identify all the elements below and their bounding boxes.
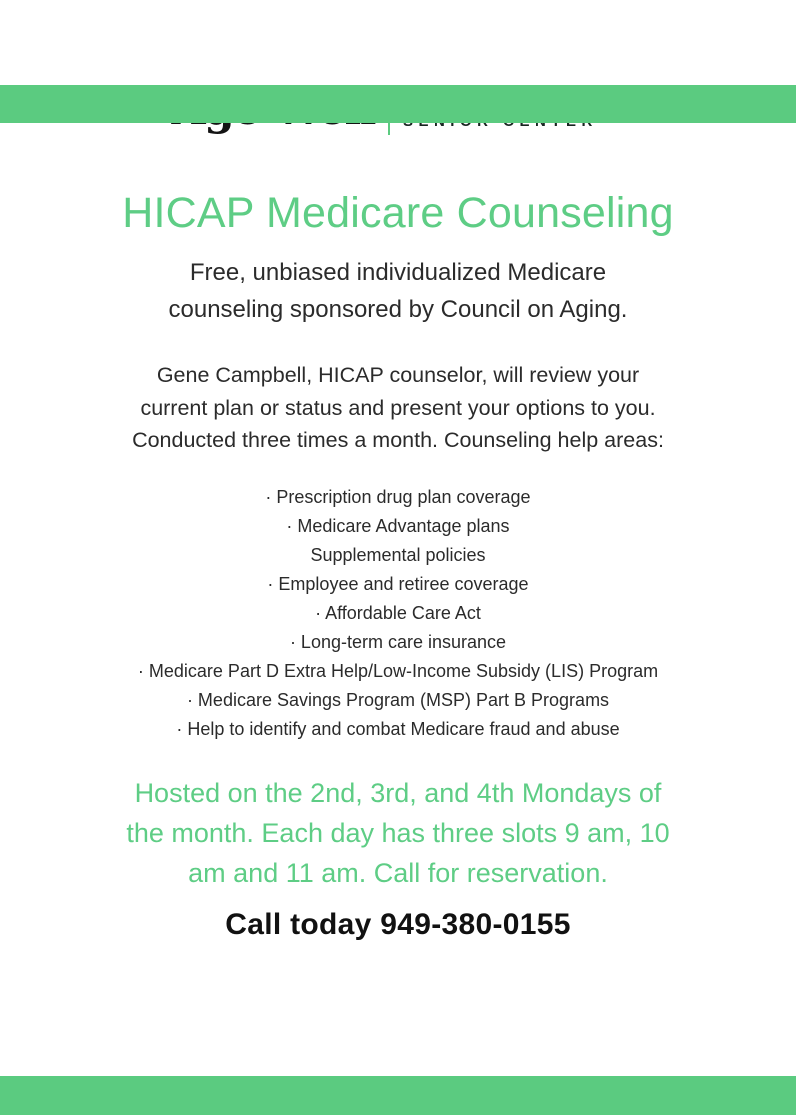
list-item: · Medicare Part D Extra Help/Low-Income Subsidy (LIS) Program: [137, 660, 659, 681]
help-areas-list: [0, 483, 796, 744]
call-to-action: Call today 949-380-0155: [225, 907, 571, 941]
flyer-page: [0, 85, 796, 1115]
text-line: am and 11 am. Call for reservation.: [188, 857, 608, 888]
subtitle: [0, 254, 796, 328]
list-item: · Employee and retiree coverage: [267, 573, 529, 594]
list-item: · Help to identify and combat Medicare fraud and abuse: [176, 718, 620, 739]
text-line: Gene Campbell, HICAP counselor, will review your: [156, 363, 640, 387]
list-item: Supplemental policies: [310, 544, 486, 565]
text-line: counseling sponsored by Council on Aging.: [168, 296, 628, 323]
page-title: HICAP Medicare Counseling: [122, 189, 674, 237]
list-item: · Prescription drug plan coverage: [265, 486, 531, 507]
schedule-paragraph: [0, 773, 796, 893]
intro-paragraph: [0, 359, 796, 457]
list-item: · Medicare Advantage plans: [286, 515, 510, 536]
text-line: Conducted three times a month. Counseling help areas:: [132, 428, 664, 452]
top-accent-bar: [0, 85, 796, 123]
list-item: · Medicare Savings Program (MSP) Part B Programs: [186, 689, 610, 710]
list-item: · Affordable Care Act: [315, 602, 481, 623]
list-item: · Long-term care insurance: [289, 631, 507, 652]
bottom-accent-bar: [0, 1076, 796, 1115]
text-line: current plan or status and present your options to you.: [140, 395, 656, 420]
text-line: Hosted on the 2nd, 3rd, and 4th Mondays of: [134, 777, 662, 808]
text-line: Free, unbiased individualized Medicare: [189, 259, 607, 286]
text-line: the month. Each day has three slots 9 am, 10: [126, 817, 670, 848]
